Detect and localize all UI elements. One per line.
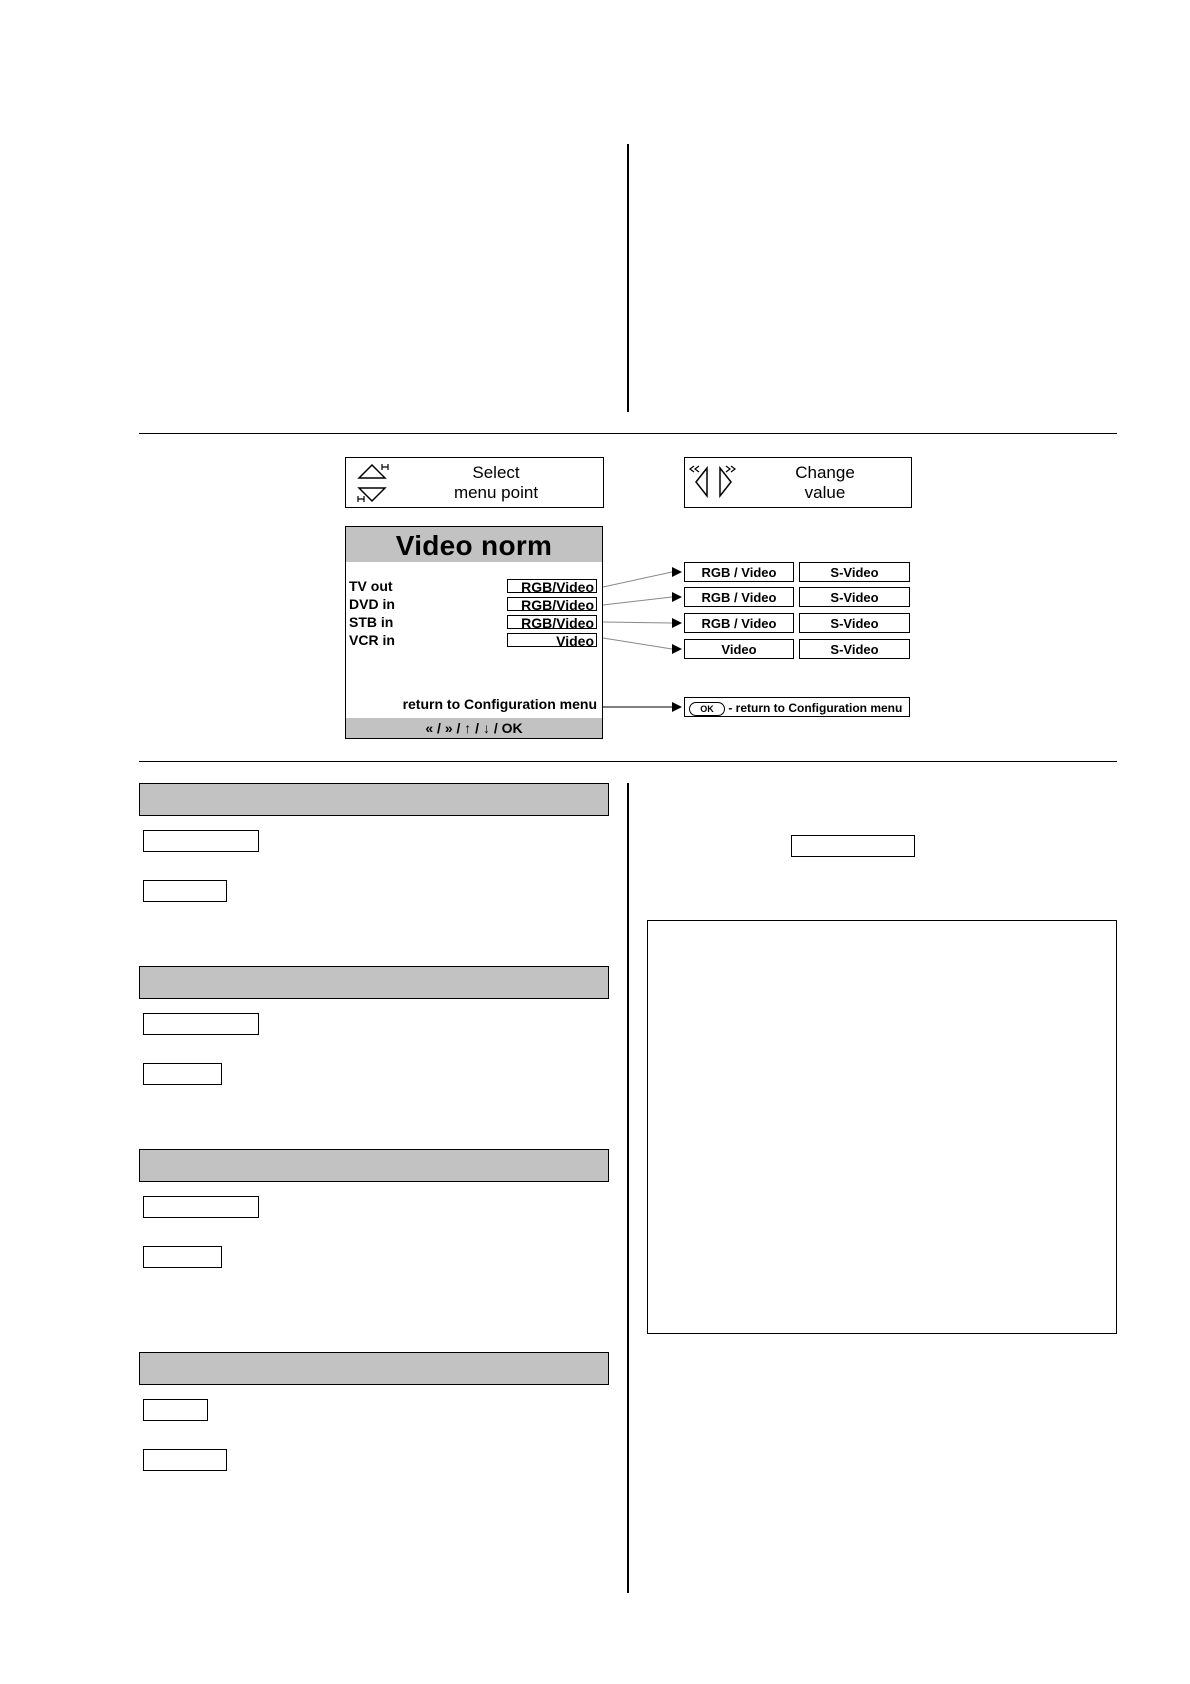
osd-row-label: DVD in (349, 596, 395, 612)
section-rule-bottom (139, 761, 1117, 762)
label-box (143, 880, 227, 902)
option-rgb-video[interactable]: RGB / Video (684, 613, 794, 633)
label-box (143, 1399, 208, 1421)
osd-row-label: STB in (349, 614, 394, 630)
select-menu-point-hint (345, 457, 604, 508)
section-heading-bar (139, 1352, 609, 1385)
option-s-video[interactable]: S-Video (799, 562, 910, 582)
video-norm-osd (345, 526, 603, 739)
osd-row-value[interactable]: RGB/Video (507, 597, 597, 611)
section-heading-bar (139, 1149, 609, 1182)
label-box (143, 1196, 259, 1218)
bottom-column-divider (627, 783, 629, 1593)
label-box (143, 830, 259, 852)
option-rgb-video[interactable]: RGB / Video (684, 587, 794, 607)
osd-row-label: VCR in (349, 632, 395, 648)
osd-title: Video norm (346, 527, 602, 562)
section-heading-bar (139, 966, 609, 999)
osd-nav-hint: « / » / ↑ / ↓ / OK (346, 718, 602, 738)
note-box (647, 920, 1117, 1334)
option-s-video[interactable]: S-Video (799, 613, 910, 633)
osd-row-value[interactable]: RGB/Video (507, 579, 597, 593)
section-heading-bar (139, 783, 609, 816)
label-box (143, 1063, 222, 1085)
osd-row-value[interactable]: RGB/Video (507, 615, 597, 629)
option-video[interactable]: Video (684, 639, 794, 659)
connector-lines (600, 560, 690, 720)
up-down-arrows-icon (356, 460, 392, 506)
label-box (791, 835, 915, 857)
option-s-video[interactable]: S-Video (799, 587, 910, 607)
osd-row-value[interactable]: Video (507, 633, 597, 647)
osd-return-text[interactable]: return to Configuration menu (402, 696, 597, 712)
ok-button-icon[interactable]: OK (689, 702, 725, 716)
select-hint-text: Select menu point (453, 463, 539, 502)
option-s-video[interactable]: S-Video (799, 639, 910, 659)
label-box (143, 1246, 222, 1268)
option-rgb-video[interactable]: RGB / Video (684, 562, 794, 582)
top-column-divider (627, 144, 629, 412)
change-hint-text: Change value (795, 463, 855, 502)
section-rule-top (139, 433, 1117, 434)
ok-return-box[interactable] (684, 697, 910, 717)
ok-return-text: - return to Configuration menu (728, 701, 903, 715)
label-box (143, 1449, 227, 1471)
label-box (143, 1013, 259, 1035)
osd-row-label: TV out (349, 578, 393, 594)
left-right-arrows-icon (688, 462, 742, 502)
change-value-hint (684, 457, 912, 508)
